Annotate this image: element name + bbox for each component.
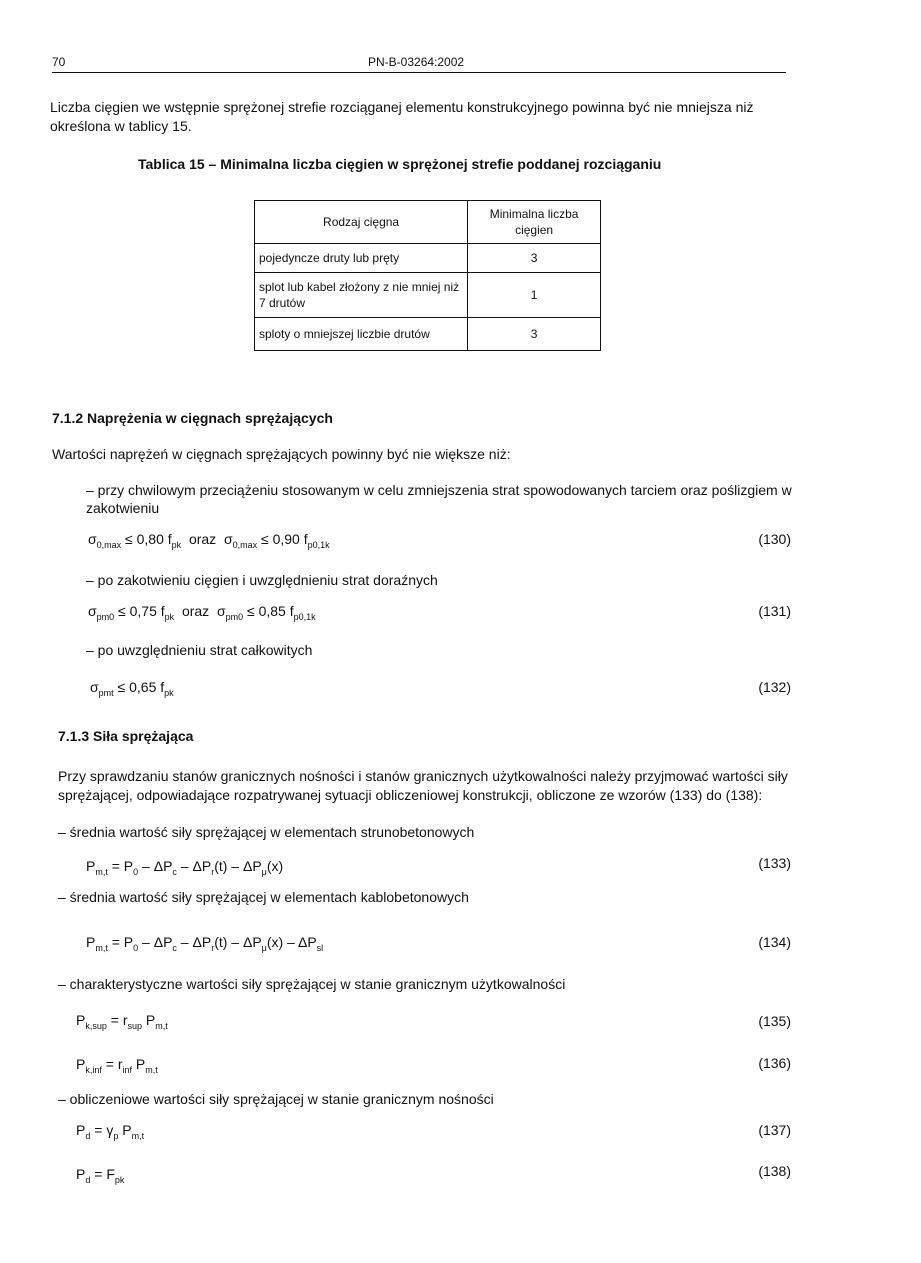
table-header-row — [255, 201, 601, 244]
section-712-heading: 7.1.2 Naprężenia w cięgnach sprężających — [52, 410, 333, 426]
cell-type: sploty o mniejszej liczbie drutów — [255, 318, 468, 351]
table-15 — [254, 200, 601, 351]
list-item: – po zakotwieniu cięgien i uwzględnieniu strat doraźnych — [86, 572, 438, 588]
list-item: – średnia wartość siły sprężającej w elementach strunobetonowych — [58, 824, 475, 840]
formula-132: $\sigma_{pmt} \le 0,65$ $f_{pk}$ — [90, 679, 174, 698]
formula-130: $\sigma_{0,max} \le 0,80$ $f_{pk}$ oraz $\sigma_{0,max} \le 0,90$ $f_{p0,1k}$ — [88, 531, 330, 550]
equation-number: (132) — [758, 679, 791, 695]
equation-number: (135) — [758, 1013, 791, 1029]
column-header-min: Minimalna liczba cięgien — [468, 201, 601, 244]
section-713-heading: 7.1.3 Siła sprężająca — [58, 728, 194, 744]
equation-number: (133) — [758, 855, 791, 871]
table-row — [255, 318, 601, 351]
formula-137: $P_d = \gamma_p$ $P_{m,t}$ — [76, 1122, 145, 1141]
cell-min: 3 — [468, 318, 601, 351]
equation-number: (131) — [758, 603, 791, 619]
list-item: – obliczeniowe wartości siły sprężającej w stanie granicznym nośności — [58, 1091, 494, 1107]
table-row — [255, 273, 601, 318]
formula-136: $P_{k,inf} = r_{inf}$ $P_{m,t}$ — [76, 1056, 158, 1075]
column-header-type: Rodzaj cięgna — [255, 201, 468, 244]
formula-138: $P_d = F_{pk}$ — [76, 1166, 125, 1185]
standard-code: PN-B-03264:2002 — [368, 55, 465, 69]
cell-min: 1 — [468, 273, 601, 318]
page-number: 70 — [52, 55, 66, 69]
list-item: – przy chwilowym przeciążeniu stosowanym w celu zmniejszenia strat spowodowanych tarciem oraz poślizgiem w zakotwieniu — [86, 482, 792, 516]
section-712-intro: Wartości naprężeń w cięgnach sprężających powinny być nie większe niż: — [52, 446, 511, 462]
list-item: – średnia wartość siły sprężającej w elementach kablobetonowych — [58, 889, 469, 905]
formula-134: $P_{m,t} = P_0 - \Delta P_c - \Delta P_r(t) - \Delta P_\mu(x) - \Delta P_{sl}$ — [86, 934, 324, 953]
equation-number: (130) — [758, 531, 791, 547]
equation-number: (138) — [758, 1163, 791, 1179]
section-713-intro: Przy sprawdzaniu stanów granicznych nośności i stanów granicznych użytkowalności należy przyjmować wartości siły sprężającej, odpowiadające rozpatrywanej sytuacji obliczeniowej konstrukcji, obliczone ze wzorów (133) do (138): — [58, 768, 788, 803]
formula-133: $P_{m,t} = P_0 - \Delta P_c - \Delta P_r(t) - \Delta P_\mu(x)$ — [86, 858, 284, 877]
cell-min: 3 — [468, 244, 601, 273]
equation-number: (134) — [758, 934, 791, 950]
list-item: – charakterystyczne wartości siły sprężającej w stanie granicznym użytkowalności — [58, 976, 566, 992]
intro-paragraph: Liczba cięgien we wstępnie sprężonej strefie rozciąganej elementu konstrukcyjnego powinna być nie mniejsza niż określona w tablicy 15. — [50, 99, 754, 134]
formula-135: $P_{k,sup} = r_{sup}$ $P_{m,t}$ — [76, 1012, 168, 1031]
equation-number: (137) — [758, 1122, 791, 1138]
table-row — [255, 244, 601, 273]
header-divider — [52, 72, 786, 73]
table-caption: Tablica 15 – Minimalna liczba cięgien w sprężonej strefie poddanej rozciąganiu — [138, 156, 662, 172]
list-item: – po uwzględnieniu strat całkowitych — [86, 642, 313, 658]
formula-131: $\sigma_{pm0} \le 0,75$ $f_{pk}$ oraz $\sigma_{pm0} \le 0,85$ $f_{p0,1k}$ — [88, 603, 316, 622]
cell-type: pojedyncze druty lub pręty — [255, 244, 468, 273]
equation-number: (136) — [758, 1055, 791, 1071]
cell-type: splot lub kabel złożony z nie mniej niż 7 drutów — [255, 273, 468, 318]
